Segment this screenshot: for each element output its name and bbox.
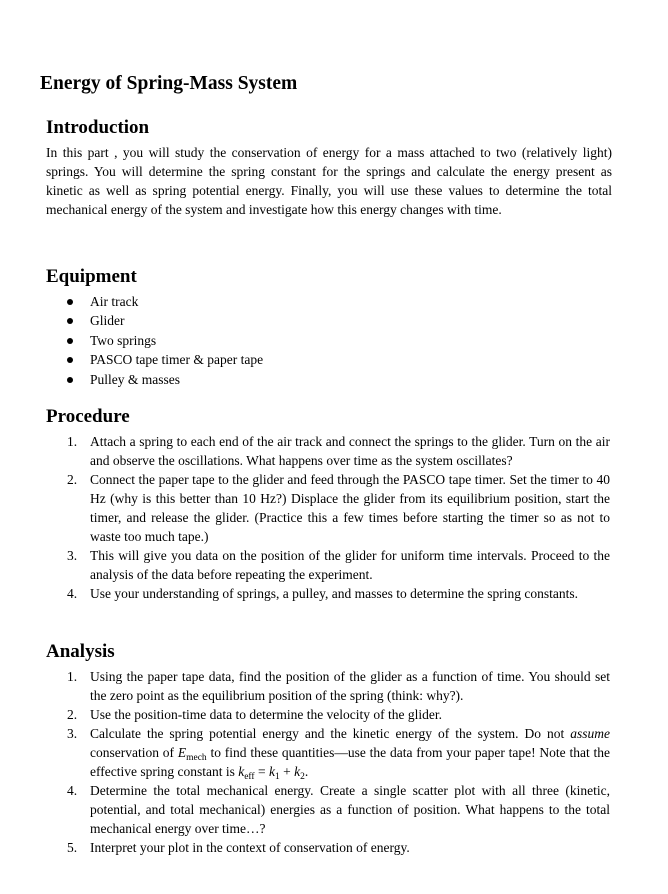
procedure-step: 2. Connect the paper tape to the glider and feed through the PASCO tape timer. Set the timer to 40 Hz (why is this better than 10 Hz?) Displace the glider from its equilibrium position, start the timer, and release the glider. (Practice this a few times before starting the timer so as not to waste too much tape.)	[67, 472, 610, 544]
bullet-icon	[67, 338, 73, 344]
equipment-heading: Equipment	[46, 266, 137, 287]
analysis-section	[46, 640, 612, 857]
introduction-text: In this part , you will study the conservation of energy for a mass attached to two (relatively light) springs. You will determine the spring constant for the springs and calculate the energy present as kinetic as well as spring potential energy. Finally, you will use these values to determine the total mechanical energy of the system and investigate how this energy changes with time.	[46, 145, 612, 217]
procedure-step: 3. This will give you data on the position of the glider for uniform time intervals. Proceed to the analysis of the data before repeating the experiment.	[67, 548, 610, 582]
analysis-step: 2. Use the position-time data to determine the velocity of the glider.	[67, 707, 443, 722]
list-item: Air track	[46, 292, 612, 311]
equipment-section	[46, 265, 612, 389]
document-title: Energy of Spring-Mass System	[40, 73, 298, 94]
procedure-step: 1. Attach a spring to each end of the air track and connect the springs to the glider. Turn on the air and observe the oscillations. What happens over time as the system oscillates?	[67, 434, 610, 468]
analysis-step: 3. Calculate the spring potential energy and the kinetic energy of the system. Do not assume conservation of $E_{mech}$ to find these quantities—use the data from your paper tape! Note that the effective spring constant is $k_{eff} = k_1 + k_2$.	[67, 726, 611, 782]
list-item: Glider	[46, 311, 612, 330]
bullet-icon	[67, 357, 73, 363]
procedure-section	[46, 405, 612, 603]
bullet-icon	[67, 299, 73, 305]
list-item: Pulley & masses	[46, 370, 612, 389]
bullet-icon	[67, 377, 73, 383]
procedure-heading: Procedure	[46, 406, 130, 427]
equipment-list	[46, 292, 612, 389]
analysis-list	[46, 667, 612, 857]
list-item: Two springs	[46, 331, 612, 350]
list-item: PASCO tape timer & paper tape	[46, 350, 612, 369]
analysis-step: 4. Determine the total mechanical energy. Create a single scatter plot with all three (kinetic, potential, and total mechanical) energies as a function of position. What happens to the total mechanical energy over time…?	[67, 783, 610, 836]
analysis-step: 1. Using the paper tape data, find the position of the glider as a function of time. You should set the zero point as the equilibrium position of the spring (think: why?).	[67, 669, 610, 703]
procedure-step: 4. Use your understanding of springs, a pulley, and masses to determine the spring constants.	[67, 586, 579, 601]
analysis-heading: Analysis	[46, 641, 115, 662]
bullet-icon	[67, 318, 73, 324]
introduction-section	[46, 116, 612, 219]
introduction-heading: Introduction	[46, 117, 150, 138]
procedure-list	[46, 432, 612, 603]
analysis-step: 5. Interpret your plot in the context of conservation of energy.	[67, 840, 410, 855]
